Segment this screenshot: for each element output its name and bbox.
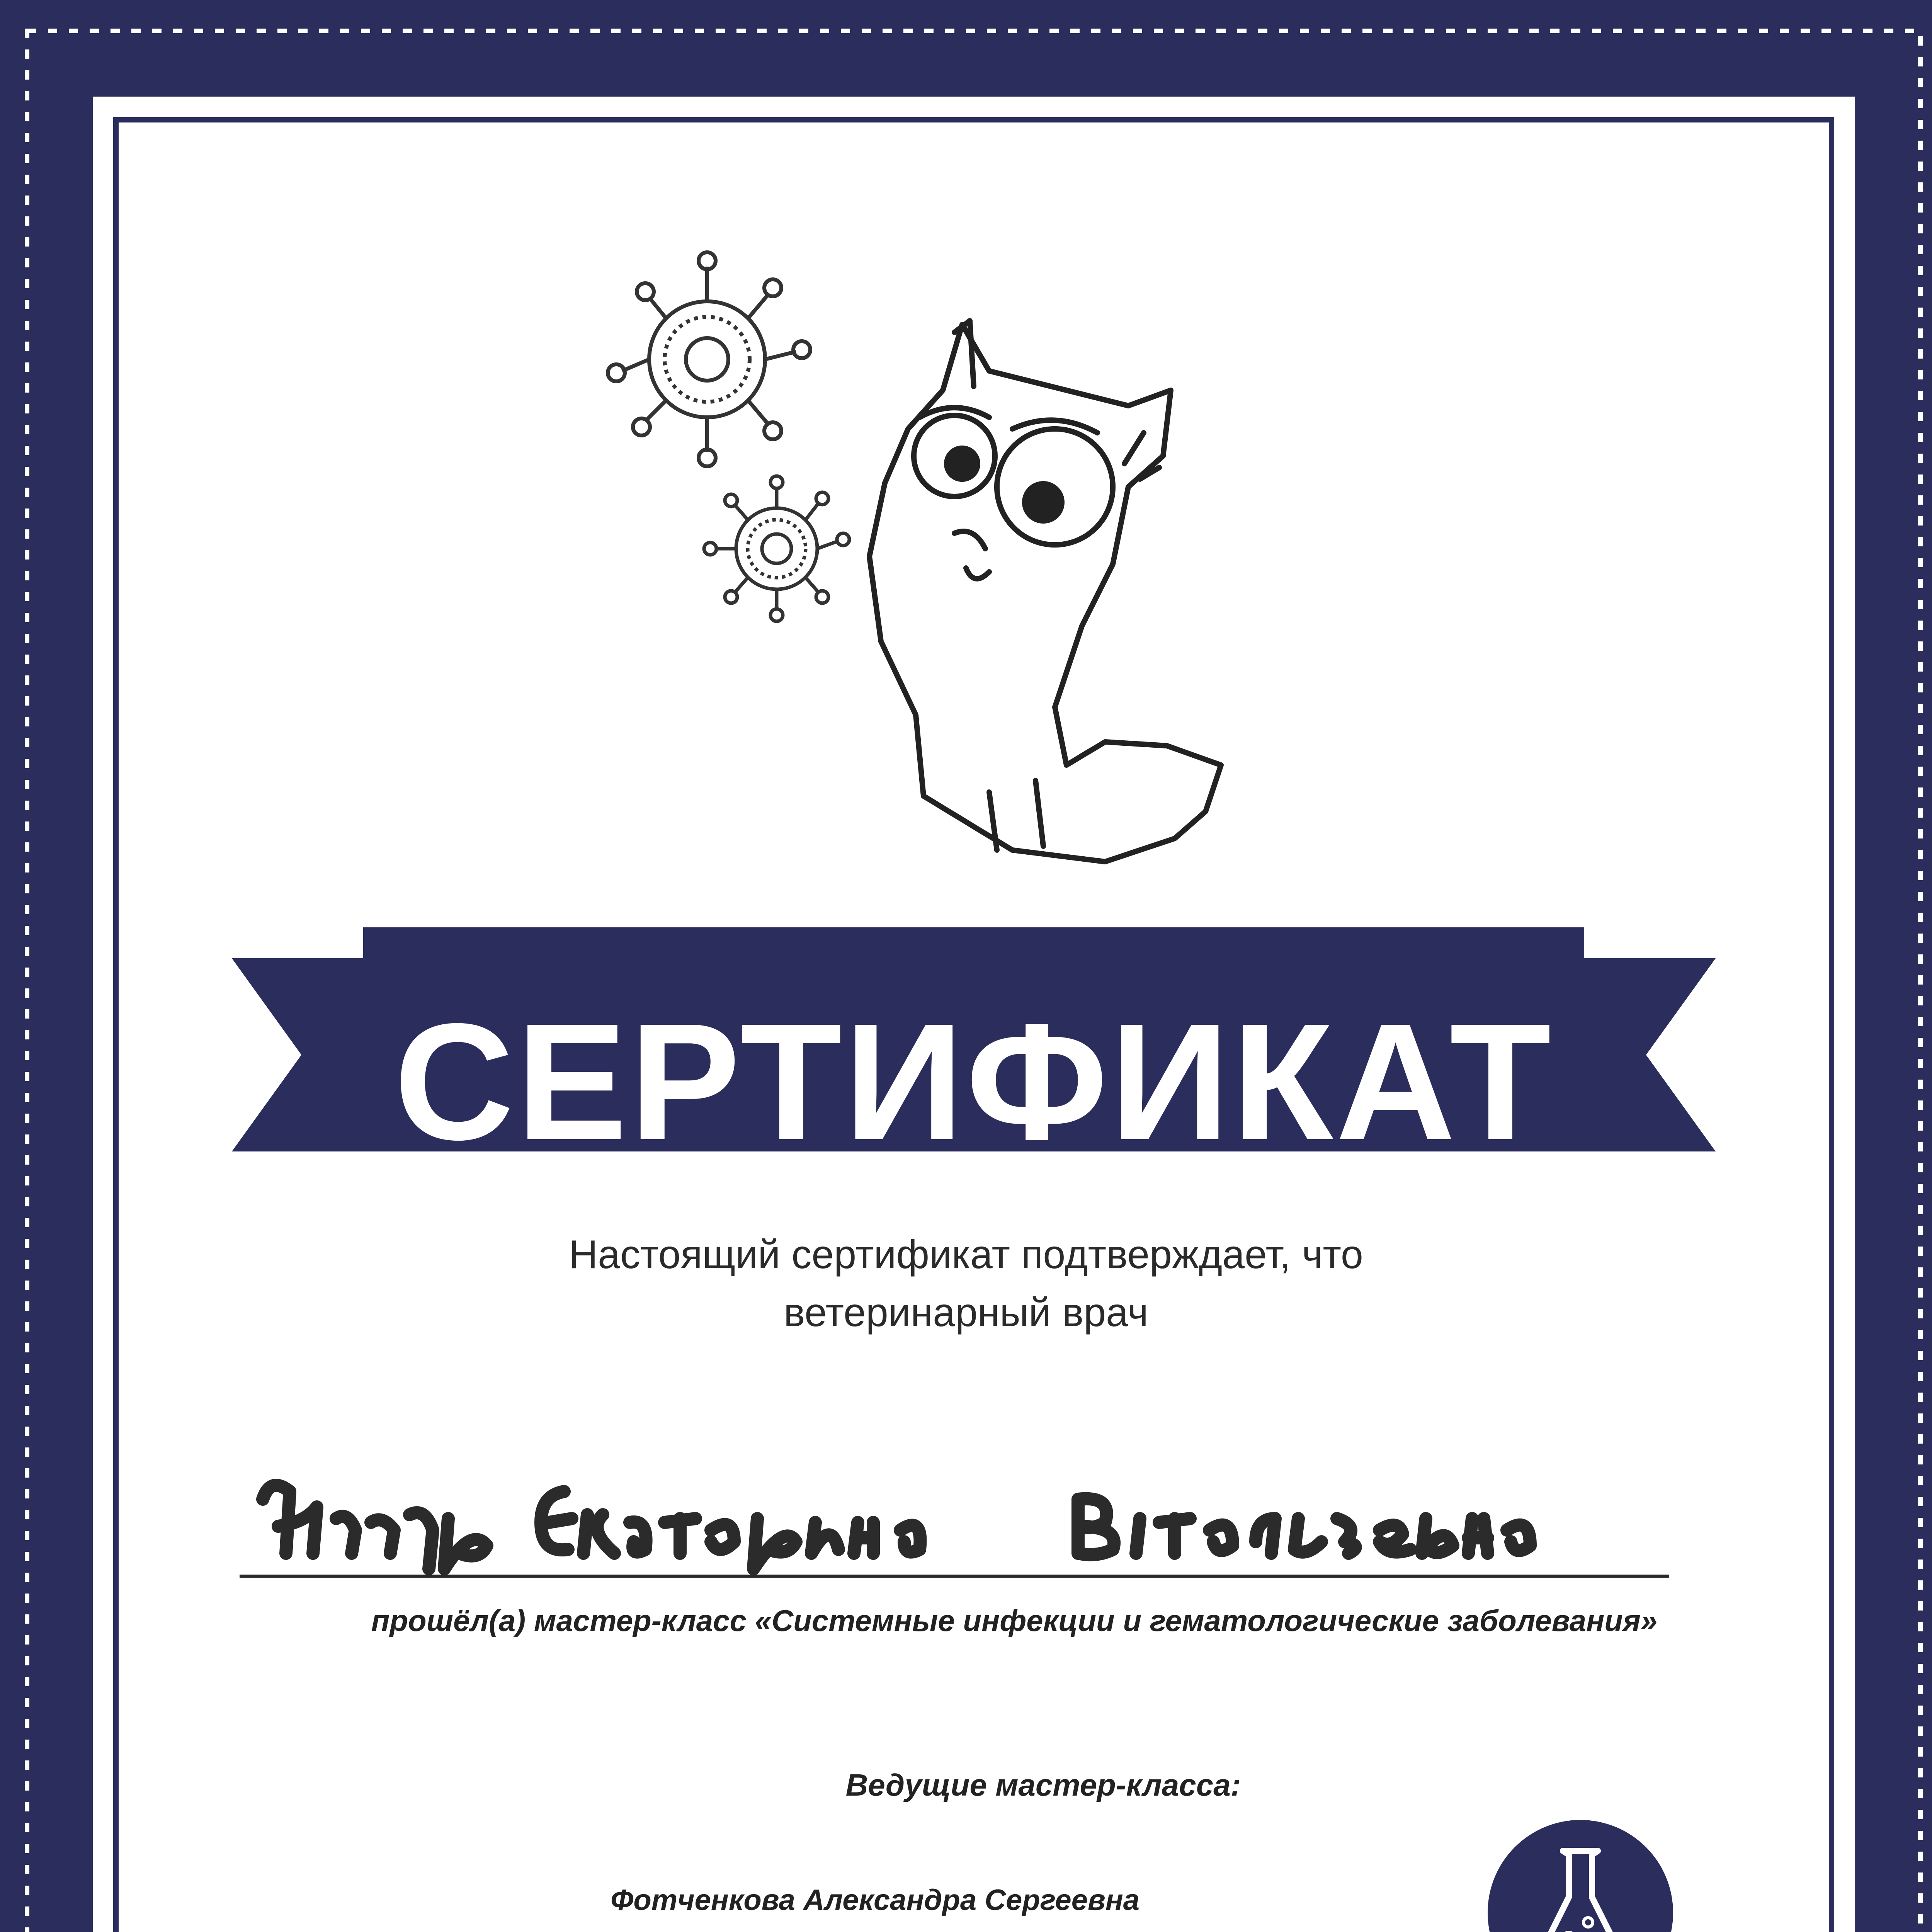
recipient-name-underline [240, 1575, 1669, 1578]
intro-line-1: Настоящий сертификат подтверждает, что [569, 1232, 1363, 1277]
hosts-heading: Ведущие мастер-класса: [845, 1768, 1241, 1802]
intro-line-2: ветеринарный врач [784, 1290, 1148, 1335]
course-statement: прошёл(а) мастер-класс «Системные инфекции и гематологические заболевания» [371, 1604, 1658, 1638]
host1-name: Фотченкова Александра Сергеевна [611, 1884, 1140, 1917]
certificate-title: СЕРТИФИКАТ [394, 989, 1554, 1175]
